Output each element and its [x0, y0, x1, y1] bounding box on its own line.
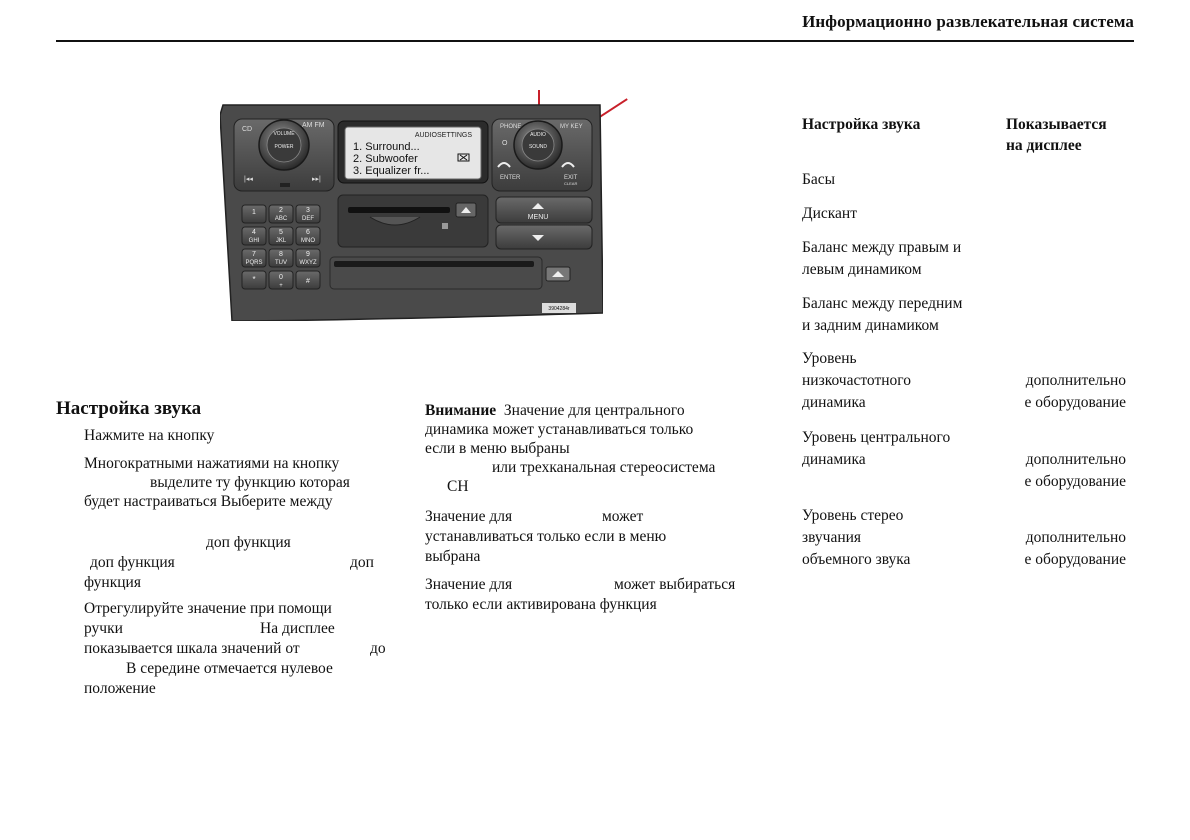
- header-rule: [56, 40, 1134, 42]
- phone-icon: O: [502, 140, 508, 147]
- key-hash: #: [306, 278, 310, 285]
- display-line-2: 2. Subwoofer: [353, 153, 418, 165]
- table-row: Дискант: [802, 205, 857, 222]
- exit-label: EXIT: [564, 175, 578, 181]
- display-line-1: 1. Surround...: [353, 141, 420, 153]
- lower-slot: [334, 261, 534, 267]
- display-title: AUDIOSETTINGS: [414, 132, 472, 139]
- svg-text:WXYZ: WXYZ: [299, 260, 317, 266]
- cd-label: CD: [242, 126, 253, 133]
- key-4: 4: [252, 229, 256, 236]
- svg-text:GHI: GHI: [248, 238, 260, 244]
- page-header-title: Информационно развлекательная система: [802, 12, 1134, 31]
- volume-label: VOLUME: [273, 131, 295, 137]
- left-p1: Нажмите на кнопку: [84, 427, 215, 444]
- left-p4: Отрегулируйте значение при помощи: [84, 600, 332, 617]
- table-row: Уровень центрального динамика: [802, 429, 951, 468]
- my-key-label: MY KEY: [560, 124, 583, 130]
- section-heading: Настройка звука: [56, 398, 202, 419]
- table-value: дополнительно е оборудование: [1024, 372, 1126, 411]
- table-value: дополнительно е оборудование: [1024, 529, 1126, 568]
- svg-text:MNO: MNO: [301, 238, 315, 244]
- table-row: Баланс между правым и левым динамиком: [802, 239, 962, 278]
- key-5: 5: [279, 229, 283, 236]
- power-label: POWER: [274, 144, 294, 150]
- table-col2-header: Показывается на дисплее: [1006, 116, 1107, 154]
- menu-down-button: [496, 225, 592, 249]
- key-0: 0: [279, 274, 283, 281]
- svg-text:TUV: TUV: [275, 260, 287, 266]
- table-row: Баланс между передним и задним динамиком: [802, 295, 963, 334]
- key-8: 8: [279, 251, 283, 258]
- prev-track-icon: |◂◂: [244, 176, 253, 183]
- note-label: Внимание: [425, 402, 497, 419]
- svg-text:ABC: ABC: [274, 216, 288, 222]
- key-9: 9: [306, 251, 310, 258]
- audio-label: AUDIO: [530, 132, 546, 138]
- cd-slot: [348, 207, 450, 213]
- key-star: *: [252, 275, 256, 284]
- note-block: Внимание Значение для центрального динамика может устанавливаться только если в меню выбраны или трехканальная стереосистема CH: [425, 402, 716, 495]
- menu-label: MENU: [527, 214, 549, 221]
- illustration-code: 3904284r: [548, 306, 570, 312]
- table-row: Уровень низкочастотного динамика: [802, 350, 912, 411]
- display-line-3: 3. Equalizer fr...: [353, 165, 430, 177]
- svg-text:+: +: [279, 283, 283, 289]
- sound-label: SOUND: [528, 144, 548, 150]
- svg-text:PQRS: PQRS: [245, 260, 263, 266]
- table-value: дополнительно е оборудование: [1024, 451, 1126, 490]
- audio-control-panel: [220, 103, 603, 321]
- key-1: 1: [252, 209, 256, 216]
- svg-text:JKL: JKL: [275, 238, 287, 244]
- phone-label: PHONE: [500, 124, 522, 130]
- table-row: Уровень стерео звучания объемного звука: [802, 507, 911, 568]
- table-col1-header: Настройка звука: [802, 116, 921, 133]
- next-track-icon: ▸▸|: [312, 176, 321, 183]
- clear-label: CLEAR: [564, 181, 578, 186]
- table-row: Басы: [802, 171, 836, 188]
- key-3: 3: [306, 207, 310, 214]
- svg-text:DEF: DEF: [302, 216, 314, 222]
- key-7: 7: [252, 251, 256, 258]
- left-p2: Многократными нажатиями на кнопку выделите ту функцию которая будет настраиваться Выберите между: [84, 455, 350, 510]
- am-fm-label: AM FM: [302, 122, 325, 129]
- key-6: 6: [306, 229, 310, 236]
- enter-label: ENTER: [500, 175, 521, 181]
- key-2: 2: [279, 207, 283, 214]
